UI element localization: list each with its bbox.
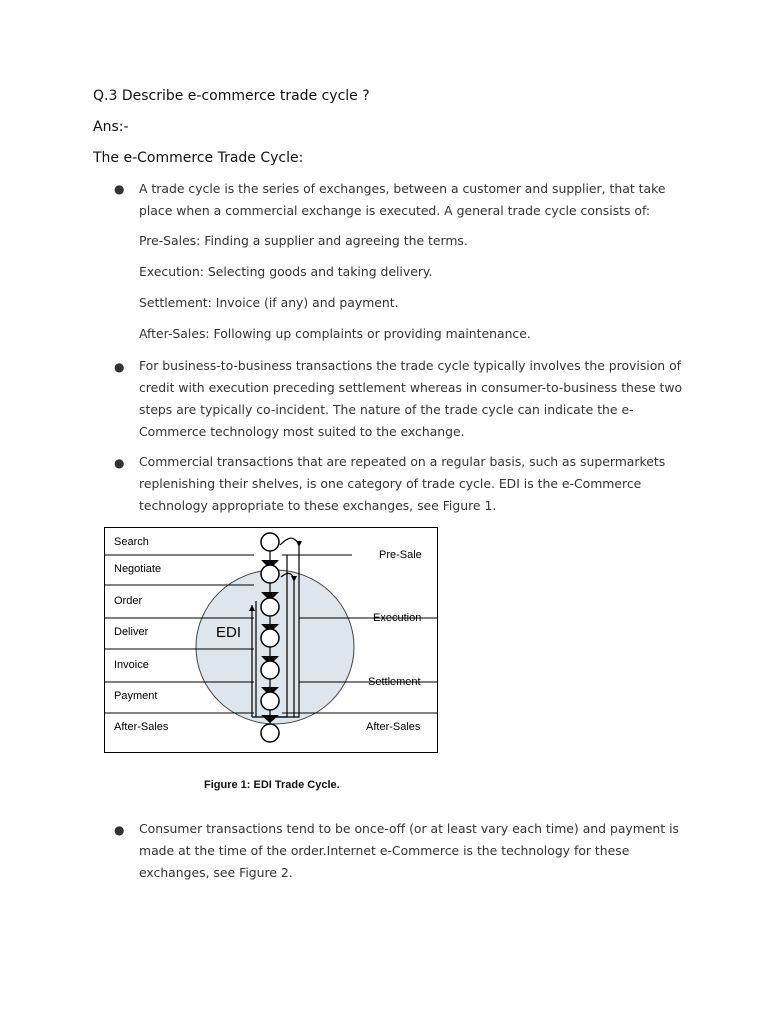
- bullet-1-text: A trade cycle is the series of exchanges, between a customer and supplier, that take place when a commercial exchange is executed. A general trade cycle consists of:: [139, 181, 666, 218]
- subitem-pre-sales: Pre-Sales: Finding a supplier and agreeing the terms.: [139, 233, 468, 248]
- step-label-negotiate: Negotiate: [114, 563, 162, 575]
- answer-label: Ans:-: [93, 119, 129, 135]
- edi-label: EDI: [216, 624, 242, 641]
- edi-trade-cycle-figure: [104, 527, 438, 753]
- bullet-icon: ●: [114, 182, 125, 196]
- bullet-4-text: Consumer transactions tend to be once-off (or at least vary each time) and payment is made at the time of the order.Internet e-Commerce is the technology for these exchanges, see Figure 2.: [139, 821, 679, 880]
- phase-label-execution: Execution: [373, 612, 422, 624]
- phase-label-settlement: Settlement: [368, 676, 421, 688]
- step-label-invoice: Invoice: [114, 659, 149, 671]
- subitem-settlement: Settlement: Invoice (if any) and payment.: [139, 295, 399, 310]
- step-label-order: Order: [114, 595, 143, 607]
- section-heading: The e-Commerce Trade Cycle:: [93, 150, 304, 166]
- step-label-after-sales: After-Sales: [114, 721, 169, 733]
- bullet-icon: ●: [114, 456, 125, 470]
- bullet-icon: ●: [114, 823, 125, 837]
- step-label-payment: Payment: [114, 690, 158, 702]
- phase-label-after-sales: After-Sales: [366, 721, 421, 733]
- figure-caption: Figure 1: EDI Trade Cycle.: [204, 779, 340, 791]
- bullet-2-text: For business-to-business transactions the trade cycle typically involves the provision of credit with execution preceding settlement whereas in consumer-to-business these two steps are typically co-incident. The nature of the trade cycle can indicate the e-Commerce technology most suited to the exchange.: [139, 358, 683, 439]
- step-label-search: Search: [114, 536, 149, 548]
- bullet-icon: ●: [114, 360, 125, 374]
- phase-label-pre-sale: Pre-Sale: [379, 549, 422, 561]
- subitem-after-sales: After-Sales: Following up complaints or providing maintenance.: [139, 326, 531, 341]
- step-label-deliver: Deliver: [114, 626, 149, 638]
- subitem-execution: Execution: Selecting goods and taking delivery.: [139, 264, 433, 279]
- question-heading: Q.3 Describe e-commerce trade cycle ?: [93, 88, 370, 104]
- bullet-3-text: Commercial transactions that are repeated on a regular basis, such as supermarkets replenishing their shelves, is one category of trade cycle. EDI is the e-Commerce technology appropriate to these exchanges, see Figure 1.: [139, 454, 666, 513]
